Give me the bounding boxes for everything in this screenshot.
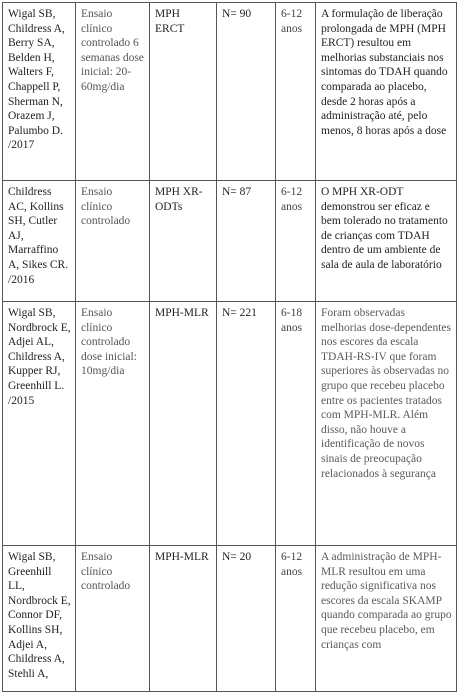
design-cell: Ensaio clínico controlado bbox=[76, 181, 150, 302]
drug-cell: MPH-MLR bbox=[150, 302, 217, 546]
age-range-cell: 6-18 anos bbox=[276, 302, 316, 546]
age-range-cell: 6-12 anos bbox=[276, 181, 316, 302]
result-cell: O MPH XR-ODT demonstrou ser eficaz e bem tolerado no tratamento de crianças com TDAH dentro de um ambiente de sala de aula de laboratório bbox=[316, 181, 457, 302]
age-range-cell: 6-12 anos bbox=[276, 3, 316, 181]
result-cell: A formulação de liberação prolongada de MPH (MPH ERCT) resultou em melhorias substanciais nos sintomas do TDAH quando comparada ao placebo, desde 2 horas após a administração até, pelo menos, 8 horas após a dose bbox=[316, 3, 457, 181]
sample-size-cell: N= 20 bbox=[217, 546, 276, 692]
design-cell: Ensaio clínico controlado dose inicial: 10mg/dia bbox=[76, 302, 150, 546]
sample-size-cell: N= 221 bbox=[217, 302, 276, 546]
sample-size-cell: N= 87 bbox=[217, 181, 276, 302]
authors-cell: Wigal SB, Greenhill LL, Nordbrock E, Connor DF, Kollins SH, Adjei A, Childress A, Stehli A, bbox=[3, 546, 76, 692]
result-cell: Foram observadas melhorias dose-dependentes nos escores da escala TDAH-RS-IV que foram superiores às observadas no grupo que recebeu placebo entre os pacientes tratados com MPH-MLR. Além disso, não houve a identificação de novos sinais de preocupação relacionados à segurança bbox=[316, 302, 457, 546]
design-cell: Ensaio clínico controlado bbox=[76, 546, 150, 692]
table-row bbox=[3, 181, 457, 302]
table-row bbox=[3, 3, 457, 181]
authors-cell: Childress AC, Kollins SH, Cutler AJ, Marraffino A, Sikes CR. /2016 bbox=[3, 181, 76, 302]
drug-cell: MPH XR-ODTs bbox=[150, 181, 217, 302]
authors-cell: Wigal SB, Nordbrock E, Adjei AL, Childress A, Kupper RJ, Greenhill L. /2015 bbox=[3, 302, 76, 546]
table-row bbox=[3, 546, 457, 692]
sample-size-cell: N= 90 bbox=[217, 3, 276, 181]
age-range-cell: 6-12 anos bbox=[276, 546, 316, 692]
table-row bbox=[3, 302, 457, 546]
drug-cell: MPH ERCT bbox=[150, 3, 217, 181]
authors-cell: Wigal SB, Childress A, Berry SA, Belden H, Walters F, Chappell P, Sherman N, Orazem J, Palumbo D. /2017 bbox=[3, 3, 76, 181]
studies-table bbox=[2, 2, 457, 692]
result-cell: A administração de MPH-MLR resultou em uma redução significativa nos escores da escala SKAMP quando comparada ao grupo que recebeu placebo, em crianças com bbox=[316, 546, 457, 692]
drug-cell: MPH-MLR bbox=[150, 546, 217, 692]
design-cell: Ensaio clínico controlado 6 semanas dose inicial: 20-60mg/dia bbox=[76, 3, 150, 181]
